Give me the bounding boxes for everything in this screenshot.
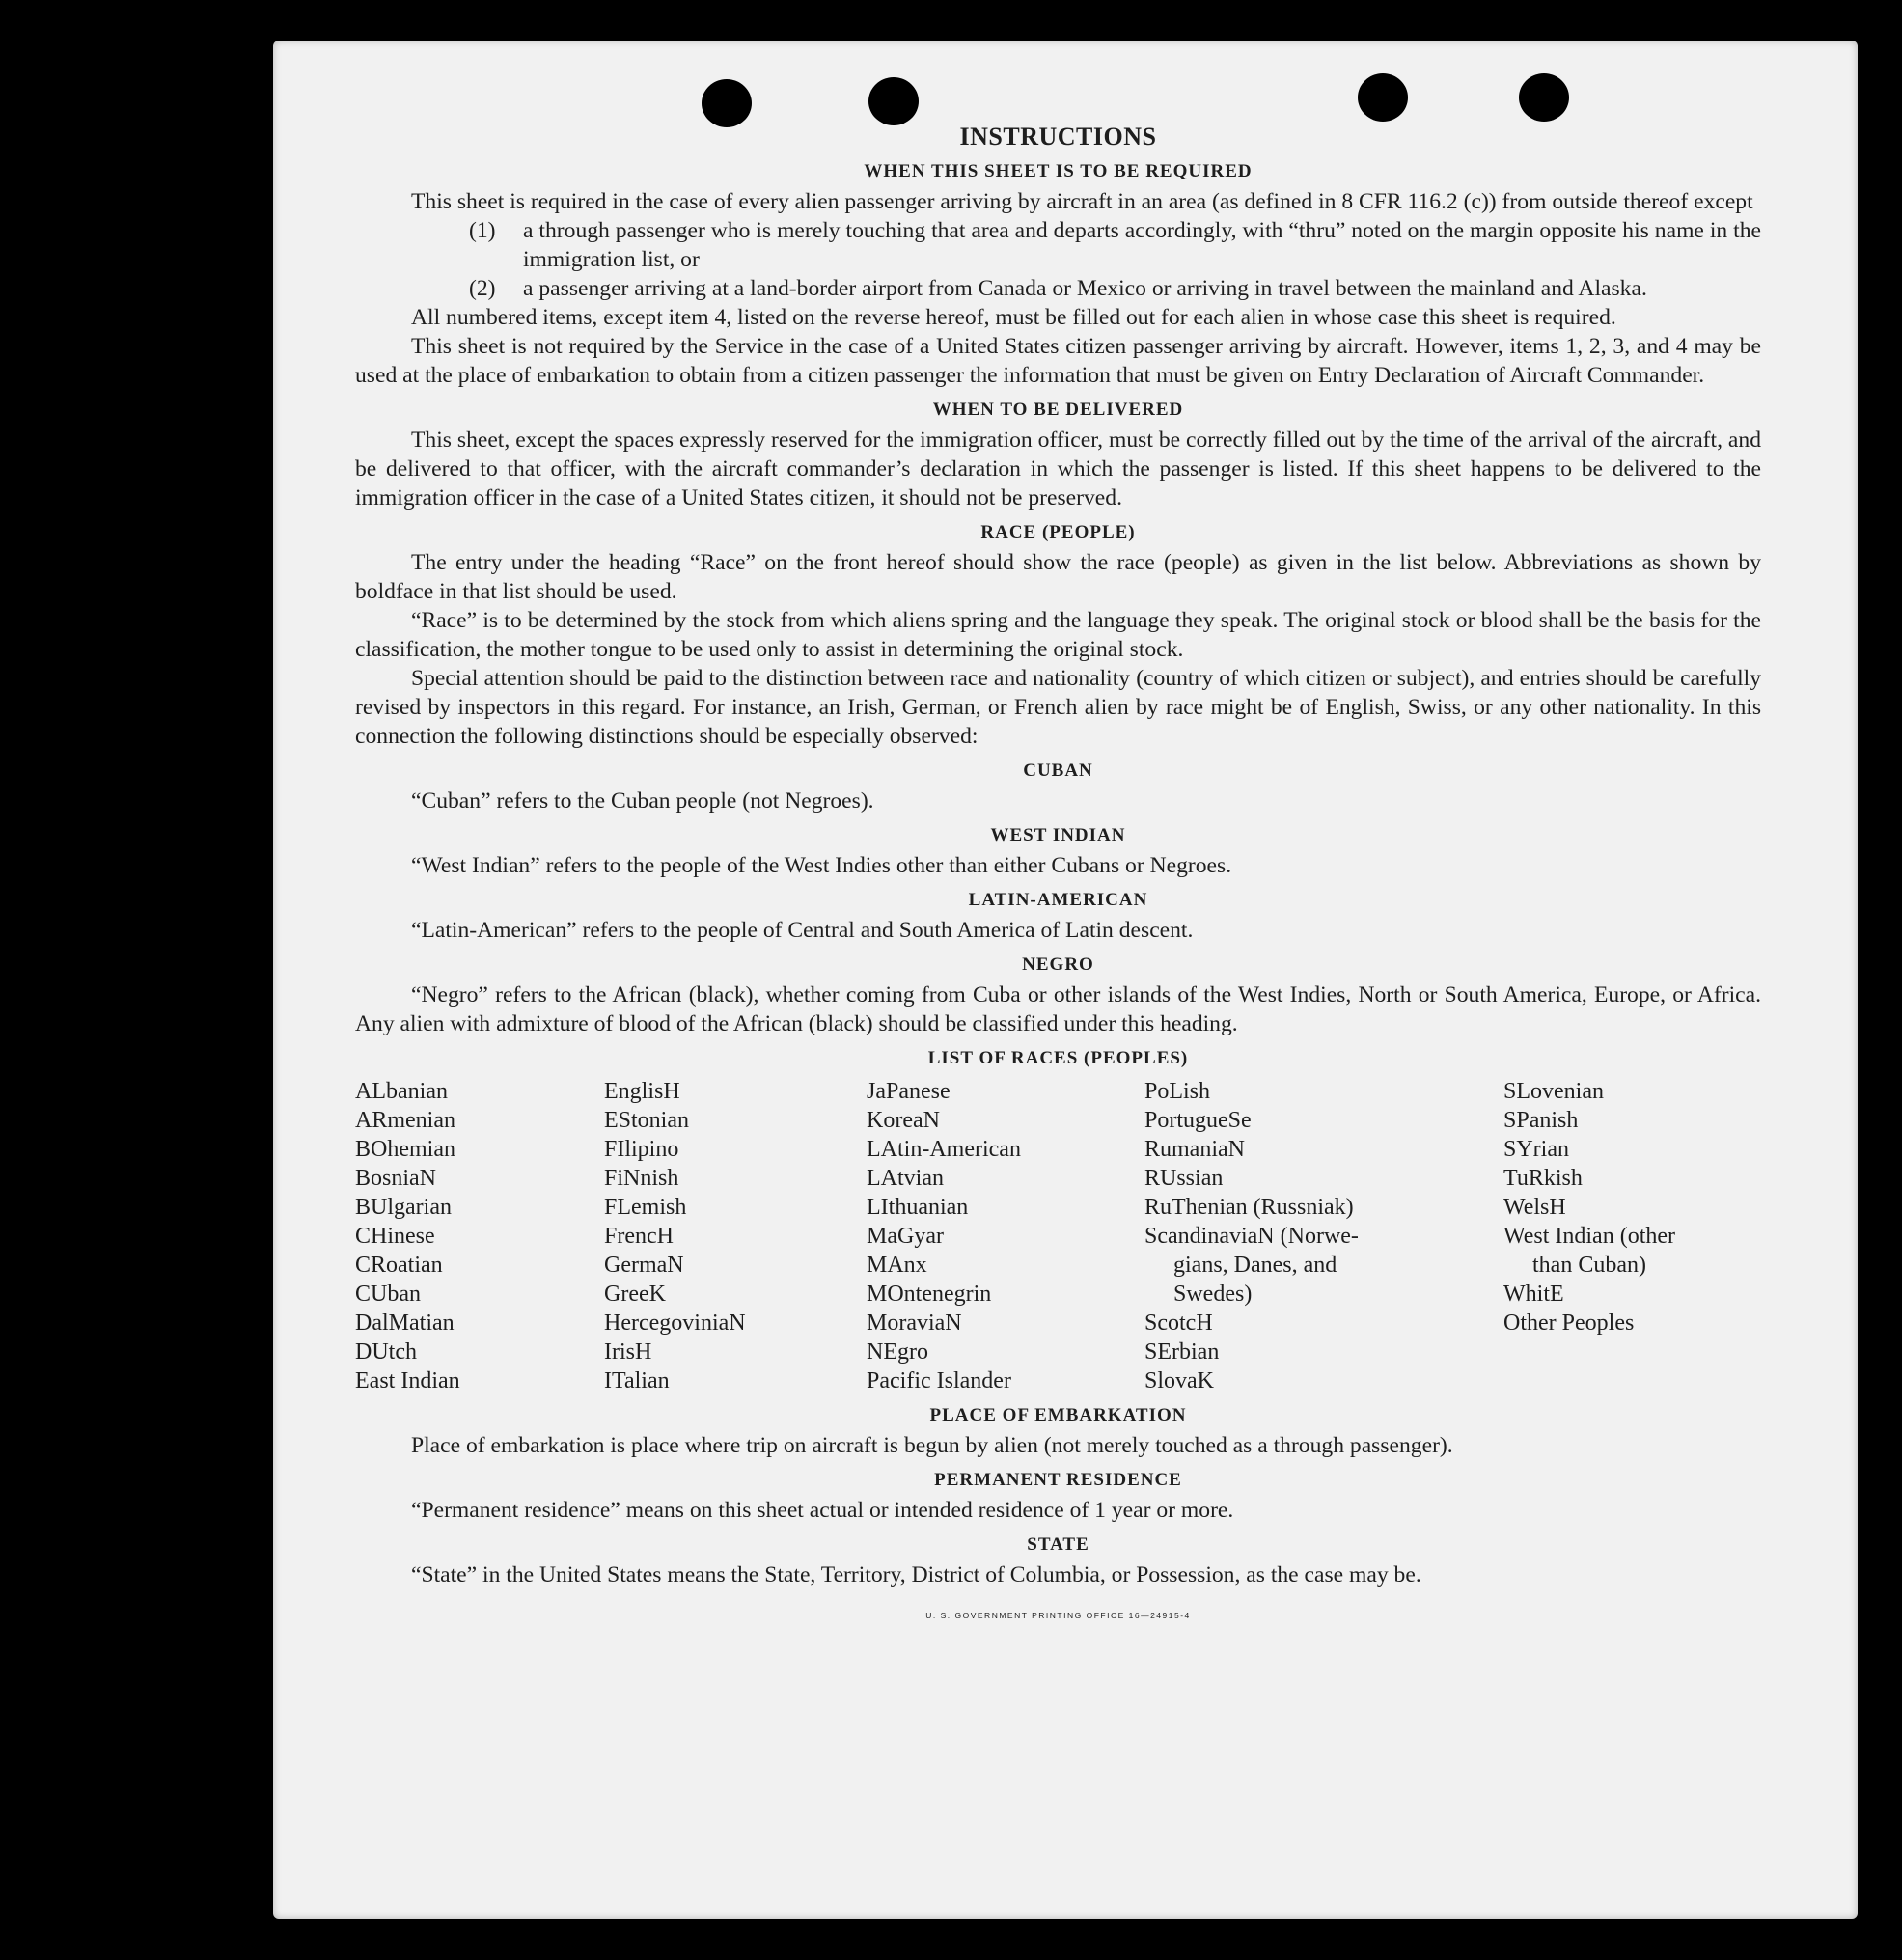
race-entry: LAtvian (867, 1166, 944, 1191)
cuban-definition: “Cuban” refers to the Cuban people (not Negroes). (411, 788, 874, 814)
race-entry: BOhemian (355, 1137, 455, 1162)
page-title: INSTRUCTIONS (959, 123, 1157, 151)
race-entry: SPanish (1503, 1108, 1579, 1133)
instruction-sheet (273, 41, 1858, 1919)
delivered-paragraph: This sheet, except the spaces expressly reserved for the immigration officer, must be correctly filled out by the time of the arrival of the aircraft, and be delivered to that officer, with the aircraft commander’s declaration in which the passenger is listed. If this sheet happens to be delivered to the immigration officer in the case of a United States citizen, it should not be preserved. (355, 428, 1761, 511)
race-entry: CRoatian (355, 1253, 443, 1278)
race-entry: West Indian (other (1503, 1224, 1676, 1249)
race-entry: ScotcH (1144, 1311, 1213, 1336)
race-entry: FrencH (604, 1224, 674, 1249)
instructions-body (355, 123, 1761, 1630)
heading-when-required: WHEN THIS SHEET IS TO BE REQUIRED (864, 161, 1253, 181)
exception-text: a through passenger who is merely touching that area and departs accordingly, with “thru” noted on the margin opposite his name in the immigration list, or (523, 218, 1761, 272)
race-entry: PoLish (1144, 1079, 1211, 1104)
race-entry: PortugueSe (1144, 1108, 1252, 1133)
race-entry: ScandinaviaN (Norwe- (1144, 1224, 1359, 1249)
heading-permanent-residence: PERMANENT RESIDENCE (934, 1470, 1182, 1490)
race-entry: MoraviaN (867, 1311, 962, 1336)
race-entry: BosniaN (355, 1166, 436, 1191)
race-entry: Pacific Islander (867, 1368, 1011, 1394)
state-paragraph: “State” in the United States means the State, Territory, District of Columbia, or Possession, as the case may be. (411, 1562, 1421, 1587)
races-list (355, 1077, 1761, 1395)
race-paragraph-3: Special attention should be paid to the distinction between race and nationality (country of which citizen or subject), and entries should be carefully revised by inspectors in this regard. For instance, an Irish, German, or French alien by race might be of English, Swiss, or any other nationality. In this connection the following distinctions should be especially observed: (355, 666, 1761, 749)
heading-state: STATE (1027, 1534, 1089, 1555)
race-entry: GermaN (604, 1253, 684, 1278)
intro-paragraph: This sheet is required in the case of every alien passenger arriving by aircraft in an area (as defined in 8 CFR 116.2 (c)) from outside thereof except (411, 189, 1753, 214)
race-entry: FLemish (604, 1195, 687, 1220)
punch-hole (868, 77, 919, 125)
punch-hole (702, 79, 752, 127)
race-entry: IrisH (604, 1339, 652, 1365)
race-entry: ALbanian (355, 1079, 448, 1104)
race-entry: LIthuanian (867, 1195, 969, 1220)
heading-race: RACE (PEOPLE) (980, 522, 1136, 542)
race-entry: JaPanese (867, 1079, 951, 1104)
race-entry: KoreaN (867, 1108, 940, 1133)
race-entry: EnglisH (604, 1079, 680, 1104)
punch-hole (1358, 73, 1408, 122)
race-entry: TuRkish (1503, 1166, 1583, 1191)
race-entry: FIlipino (604, 1137, 679, 1162)
negro-definition: “Negro” refers to the African (black), whether coming from Cuba or other islands of the West Indies, North or South America, Europe, or Africa. Any alien with admixture of blood of the African (black) should be classified under this heading. (355, 982, 1761, 1036)
race-paragraph-2: “Race” is to be determined by the stock from which aliens spring and the language they speak. The original stock or blood shall be the basis for the classification, the mother tongue to be used only to assist in determining the original stock. (355, 608, 1761, 662)
heading-latin-american: LATIN-AMERICAN (968, 890, 1148, 910)
race-entry: CUban (355, 1282, 421, 1307)
race-entry: SLovenian (1503, 1079, 1604, 1104)
residence-paragraph: “Permanent residence” means on this sheet actual or intended residence of 1 year or more. (411, 1498, 1234, 1523)
race-entry: RUssian (1144, 1166, 1224, 1191)
exception-number: (1) (469, 218, 496, 243)
race-entry: MAnx (867, 1253, 927, 1278)
races-column (604, 1077, 867, 1395)
items-paragraph: All numbered items, except item 4, listed on the reverse hereof, must be filled out for each alien in whose case this sheet is required. (411, 305, 1616, 330)
race-entry: Other Peoples (1503, 1311, 1635, 1336)
race-entry: SErbian (1144, 1339, 1220, 1365)
race-entry: LAtin-American (867, 1137, 1021, 1162)
race-entry: BUlgarian (355, 1195, 452, 1220)
race-entry: HercegoviniaN (604, 1311, 746, 1336)
race-entry: NEgro (867, 1339, 928, 1365)
races-column (355, 1077, 604, 1395)
race-entry-continuation: than Cuban) (1532, 1253, 1646, 1278)
race-entry: SYrian (1503, 1137, 1569, 1162)
race-entry: EStonian (604, 1108, 689, 1133)
races-column (1503, 1077, 1761, 1395)
citizen-paragraph: This sheet is not required by the Service in the case of a United States citizen passenger arriving by aircraft. However, items 1, 2, 3, and 4 may be used at the place of embarkation to obtain from a citizen passenger the information that must be given on Entry Declaration of Aircraft Commander. (355, 334, 1761, 388)
race-entry: RumaniaN (1144, 1137, 1245, 1162)
race-entry: WelsH (1503, 1195, 1566, 1220)
heading-list-of-races: LIST OF RACES (PEOPLES) (927, 1048, 1189, 1068)
exception-text: a passenger arriving at a land-border airport from Canada or Mexico or arriving in travel between the mainland and Alaska. (523, 276, 1647, 301)
races-column (867, 1077, 1144, 1395)
race-entry: GreeK (604, 1282, 666, 1307)
race-entry: MaGyar (867, 1224, 944, 1249)
race-entry-continuation: gians, Danes, and (1173, 1253, 1337, 1278)
heading-when-delivered: WHEN TO BE DELIVERED (932, 400, 1184, 420)
race-entry-continuation: Swedes) (1173, 1282, 1253, 1307)
west-indian-definition: “West Indian” refers to the people of the West Indies other than either Cubans or Negroes. (411, 853, 1232, 878)
exception-item (355, 216, 1761, 274)
race-entry: DUtch (355, 1339, 417, 1365)
race-entry: ITalian (604, 1368, 670, 1394)
heading-cuban: CUBAN (1023, 760, 1093, 781)
race-entry: East Indian (355, 1368, 460, 1394)
heading-negro: NEGRO (1022, 954, 1094, 975)
race-entry: RuThenian (Russniak) (1144, 1195, 1354, 1220)
race-entry: MOntenegrin (867, 1282, 992, 1307)
exception-item (355, 274, 1761, 303)
embarkation-paragraph: Place of embarkation is place where trip on aircraft is begun by alien (not merely touched as a through passenger). (411, 1433, 1453, 1458)
race-entry: CHinese (355, 1224, 435, 1249)
punch-hole (1519, 73, 1569, 122)
heading-west-indian: WEST INDIAN (990, 825, 1126, 845)
race-entry: SlovaK (1144, 1368, 1214, 1394)
printer-imprint: U. S. GOVERNMENT PRINTING OFFICE 16—24915-4 (925, 1611, 1191, 1620)
race-entry: DalMatian (355, 1311, 455, 1336)
latin-american-definition: “Latin-American” refers to the people of Central and South America of Latin descent. (411, 918, 1194, 943)
heading-place-of-embarkation: PLACE OF EMBARKATION (929, 1405, 1187, 1425)
race-entry: FiNnish (604, 1166, 679, 1191)
exception-number: (2) (469, 276, 496, 301)
races-column (1144, 1077, 1503, 1395)
race-paragraph-1: The entry under the heading “Race” on the front hereof should show the race (people) as given in the list below. Abbreviations as shown by boldface in that list should be used. (355, 550, 1761, 604)
race-entry: WhitE (1503, 1282, 1564, 1307)
race-entry: ARmenian (355, 1108, 455, 1133)
